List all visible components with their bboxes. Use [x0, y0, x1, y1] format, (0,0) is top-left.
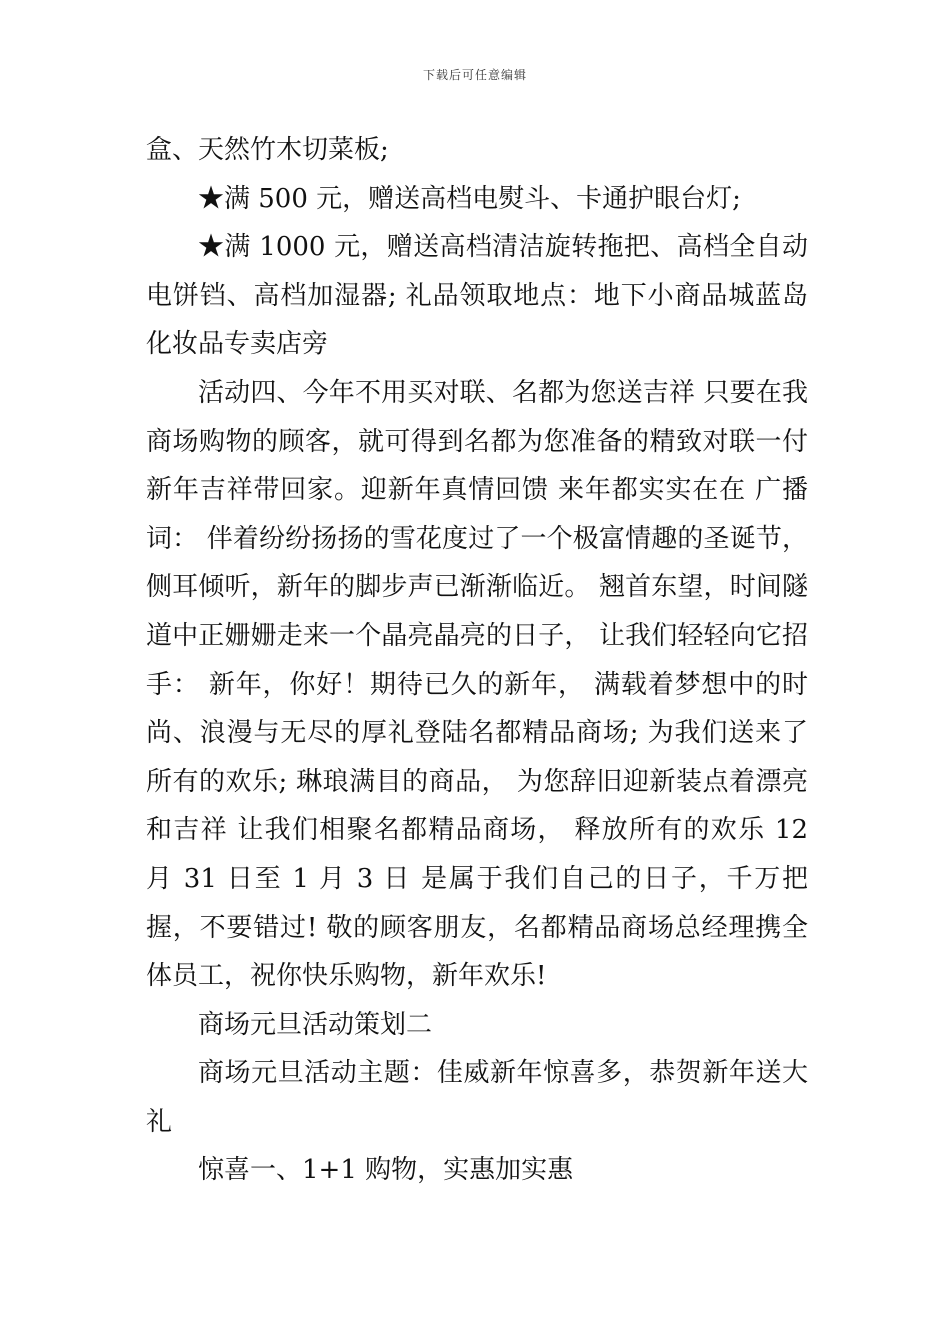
document-body: [146, 126, 808, 1195]
section-heading: 商场元旦活动策划二: [198, 1009, 433, 1040]
paragraph: 盒、天然竹木切菜板;: [146, 135, 389, 165]
paragraph: 商场元旦活动主题：佳威新年惊喜多，恭贺新年送大礼: [146, 1058, 808, 1137]
page-header: 下载后可任意编辑: [422, 68, 527, 82]
paragraph: ★满 1000 元，赠送高档清洁旋转拖把、高档全自动电饼铛、高档加湿器; 礼品领取地点：地下小商品城蓝岛化妆品专卖店旁: [146, 232, 808, 360]
paragraph: ★满 500 元，赠送高档电熨斗、卡通护眼台灯;: [198, 183, 741, 214]
paragraph: 惊喜一、1+1 购物，实惠加实惠: [198, 1155, 574, 1186]
paragraph: 活动四、今年不用买对联、名都为您送吉祥 只要在我商场购物的顾客，就可得到名都为您准备的精致对联一付新年吉祥带回家。迎新年真情回馈 来年都实实在在 广播词： 伴着纷纷扬扬的雪花度过了一个极富情趣的圣诞节，侧耳倾听，新年的脚步声已渐渐临近。 翘首东望，时间隧道中正姗姗走来一个晶亮晶亮的日子， 让我们轻轻向它招手： 新年，你好！期待已久的新年， 满载着梦想中的时尚、浪漫与无尽的厚礼登陆名都精品商场; 为我们送来了所有的欢乐; 琳琅满目的商品， 为您辞旧迎新装点着漂亮和吉祥 让我们相聚名都精品商场， 释放所有的欢乐 12 月 31 日至 1 月 3 日 是属于我们自己的日子，千万把握，不要错过! 敬的顾客朋友，名都精品商场总经理携全体员工，祝你快乐购物，新年欢乐!: [146, 377, 808, 992]
